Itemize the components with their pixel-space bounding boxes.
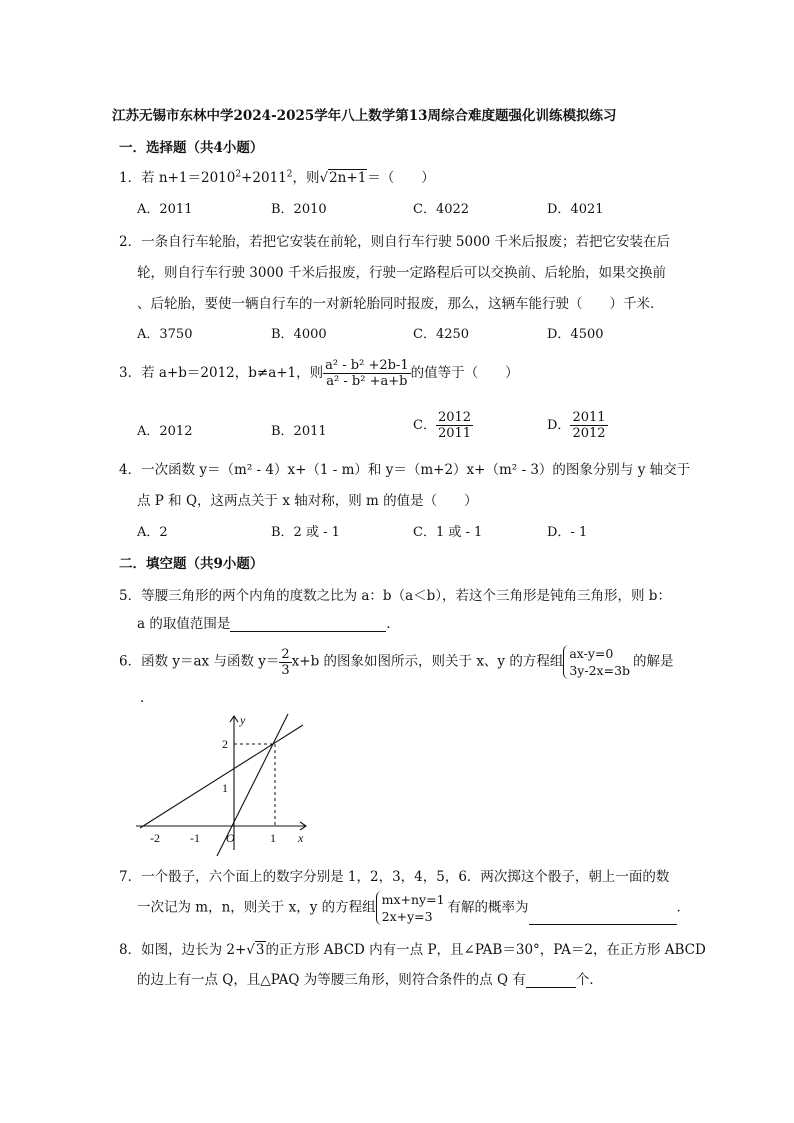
function-graph [130, 708, 310, 858]
q3-option-b: B．2011 [271, 424, 327, 439]
section-fill-heading: 二．填空题（共9小题） [119, 556, 264, 572]
fraction: $\frac{2}{3}$ [281, 646, 290, 678]
question-5-line-2: a 的取值范围是 ． [137, 616, 400, 632]
question-1: 1．若 $n+1=2010^2+2011^2$，则√2n+1＝（ ） [119, 169, 435, 186]
q2-option-d: D．4500 [547, 327, 604, 342]
fraction: $\frac{2011}{2012}$ [572, 410, 606, 441]
fraction: $\frac{\text{a² - b² +2b-1}}{\text{a² - b² +a+b}}$ [325, 358, 409, 389]
q4-option-b: B．2 或 - 1 [271, 525, 340, 540]
question-6-line-2: ． [140, 690, 154, 706]
x-axis-label: x [298, 831, 304, 845]
y-tick-label: 1 [222, 781, 228, 795]
question-2-line-1: 2．一条自行车轮胎，若把它安装在前轮，则自行车行驶 5000 千米后报废；若把它安装在后 [119, 234, 671, 250]
q2-option-b: B．4000 [271, 327, 327, 342]
q2-option-c: C．4250 [413, 327, 470, 342]
section-choice-heading: 一．选择题（共4小题） [119, 140, 264, 156]
question-3: 3．若 a+b＝2012，b≠a+1，则 $\frac{\text{a² - b² +2b-1}}{\text{a² - b² +a+b}}$ 的值等于（ ） [119, 358, 519, 389]
question-4-line-2: 点 P 和 Q，这两点关于 x 轴对称，则 m 的值是（ ） [137, 493, 478, 509]
q4-option-a: A．2 [137, 525, 168, 540]
q1-option-d: D．4021 [547, 202, 604, 217]
equation-system: mx+ny=1 2x+y=3 [376, 891, 448, 925]
answer-blank[interactable] [526, 973, 576, 988]
question-number: 1． [119, 170, 142, 186]
q4-option-c: C．1 或 - 1 [413, 525, 483, 540]
question-7-line-2: 一次记为 m，n，则关于 x，y 的方程组 mx+ny=1 2x+y=3有解的概率为 ． [137, 892, 691, 924]
question-2-line-3: 、后轮胎，要使一辆自行车的一对新轮胎同时报废，那么，这辆车能行驶（ ）千米． [137, 296, 664, 312]
question-2-line-2: 轮，则自行车行驶 3000 千米后报废，行驶一定路程后可以交换前、后轮胎，如果交换前 [137, 265, 666, 281]
y-tick-label: 2 [222, 737, 228, 751]
answer-blank[interactable] [529, 910, 677, 925]
origin-label: O [226, 831, 235, 845]
q3-option-c: C． $\frac{2012}{2011}$ [413, 410, 472, 441]
q1-option-a: A．2011 [137, 202, 193, 217]
equation-system: ax-y=0 3y-2x=3b [563, 645, 633, 679]
answer-blank[interactable] [230, 617, 386, 632]
question-8-line-2: 的边上有一点 Q，且△PAQ 为等腰三角形，则符合条件的点 Q 有 个． [137, 972, 603, 988]
sqrt-symbol: √ [319, 170, 329, 186]
question-6: 6．函数 y＝ax 与函数 y＝ $\frac{2}{3}$ x+b 的图象如图所示，则关于 x、y 的方程组 ax-y=0 3y-2x=3b的解是 [119, 646, 674, 678]
q4-option-d: D．- 1 [547, 525, 588, 540]
question-4-line-1: 4．一次函数 y＝（m² - 4）x+（1 - m）和 y＝（m+2）x+（m² - 3）的图象分别与 y 轴交于 [119, 462, 691, 478]
q3-option-a: A．2012 [137, 424, 193, 439]
q2-option-a: A．3750 [137, 327, 193, 342]
fraction: $\frac{2012}{2011}$ [437, 410, 472, 441]
q3-option-d: D． $\frac{2011}{2012}$ [547, 410, 606, 441]
sqrt-symbol: √ [246, 942, 255, 958]
sqrt-radicand: 2n+1 [329, 170, 367, 186]
x-tick-label: -2 [150, 831, 160, 845]
question-8-line-1: 8．如图，边长为 2+√3的正方形 ABCD 内有一点 P，且∠PAB＝30°，PA＝2，在正方形 ABCD [119, 942, 706, 958]
q1-option-b: B．2010 [271, 202, 327, 217]
y-axis-label: y [240, 713, 246, 727]
document-title: 江苏无锡市东林中学2024-2025学年八上数学第13周综合难度题强化训练模拟练习 [112, 108, 617, 124]
x-tick-label: -1 [190, 831, 200, 845]
x-tick-label: 1 [270, 831, 276, 845]
question-7-line-1: 7．一个骰子，六个面上的数字分别是 1，2，3，4，5，6．两次掷这个骰子，朝上一面的数 [119, 869, 670, 885]
question-5-line-1: 5．等腰三角形的两个内角的度数之比为 a：b（a＜b），若这个三角形是钝角三角形，则 b： [119, 588, 671, 604]
q1-option-c: C．4022 [413, 202, 470, 217]
